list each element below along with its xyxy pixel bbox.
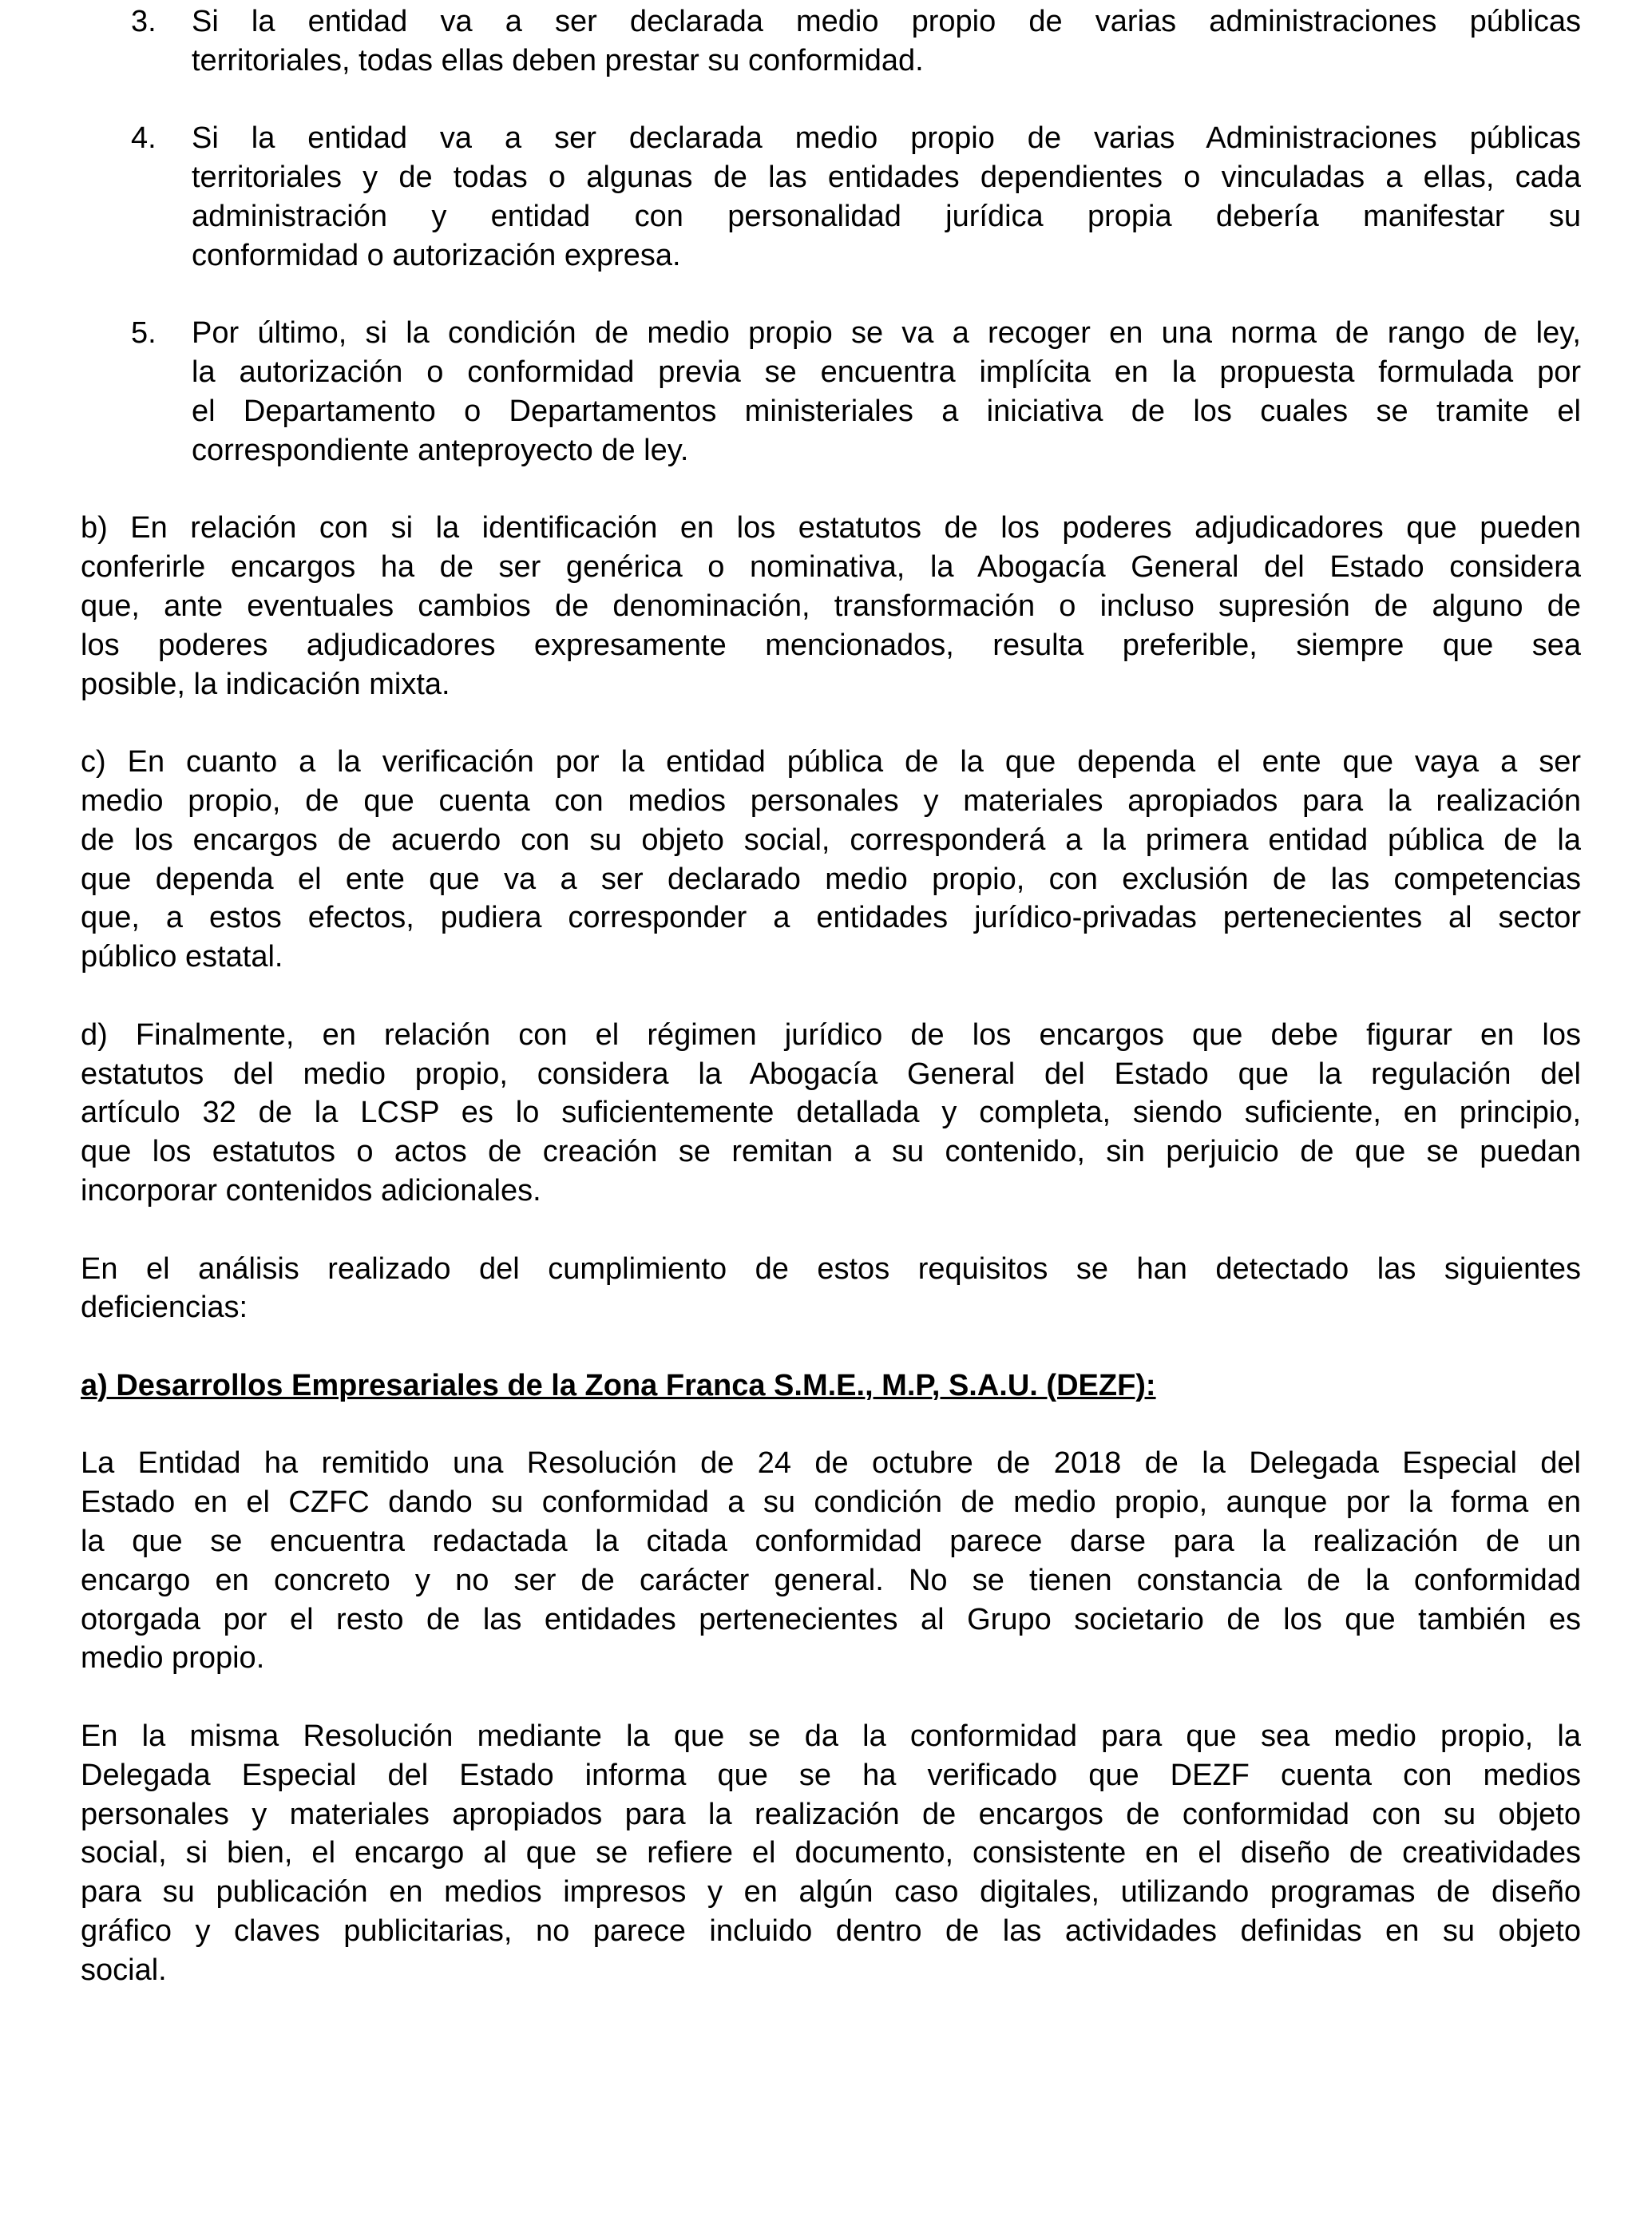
paragraph [81, 1016, 1581, 1211]
text-line: En la misma Resolución mediante la que se da la conformidad para que sea medio propio, la [81, 1719, 1581, 1754]
text-line: En el análisis realizado del cumplimiento de estos requisitos se han detectado las siguientes [81, 1251, 1581, 1286]
section-heading: a) Desarrollos Empresariales de la Zona Franca S.M.E., M.P, S.A.U. (DEZF): [81, 1368, 1156, 1402]
text-line: c) En cuanto a la verificación por la entidad pública de la que dependa el ente que vaya a ser [81, 745, 1581, 779]
text-line: artículo 32 de la LCSP es lo suficientemente detallada y completa, siendo suficiente, en principio, [81, 1096, 1581, 1130]
text-line: social, si bien, el encargo al que se refiere el documento, consistente en el diseño de creatividades [81, 1836, 1581, 1870]
list-item-number: 4. [131, 121, 156, 156]
text-line: incorporar contenidos adicionales. [81, 1173, 541, 1208]
text-line: que dependa el ente que va a ser declarado medio propio, con exclusión de las competencias [81, 862, 1581, 896]
text-line: la que se encuentra redactada la citada conformidad parece darse para la realización de un [81, 1525, 1581, 1559]
text-line: estatutos del medio propio, considera la Abogacía General del Estado que la regulación del [81, 1057, 1581, 1091]
paragraph [81, 1717, 1581, 1990]
text-line: el Departamento o Departamentos ministeriales a iniciativa de los cuales se tramite el [192, 394, 1581, 428]
text-line: territoriales, todas ellas deben prestar su conformidad. [192, 43, 924, 77]
text-line: medio propio. [81, 1641, 265, 1676]
text-line: administración y entidad con personalidad jurídica propia debería manifestar su [192, 199, 1581, 233]
text-line: La Entidad ha remitido una Resolución de 24 de octubre de 2018 de la Delegada Especial del [81, 1446, 1581, 1481]
text-line: Delegada Especial del Estado informa que se ha verificado que DEZF cuenta con medios [81, 1758, 1581, 1792]
text-line: personales y materiales apropiados para la realización de encargos de conformidad con su objeto [81, 1797, 1581, 1831]
text-line: que los estatutos o actos de creación se remitan a su contenido, sin perjuicio de que se puedan [81, 1135, 1581, 1169]
text-line: otorgada por el resto de las entidades pertenecientes al Grupo societario de los que también es [81, 1602, 1581, 1636]
text-line: para su publicación en medios impresos y en algún caso digitales, utilizando programas de diseño [81, 1875, 1581, 1910]
paragraph [81, 743, 1581, 977]
list-item [81, 314, 1581, 470]
paragraph [81, 1444, 1581, 1678]
text-line: encargo en concreto y no ser de carácter general. No se tienen constancia de la conformidad [81, 1563, 1581, 1597]
text-line: los poderes adjudicadores expresamente mencionados, resulta preferible, siempre que sea [81, 628, 1581, 662]
text-line: Por último, si la condición de medio propio se va a recoger en una norma de rango de ley, [192, 316, 1581, 351]
document-page [81, 2, 1581, 2029]
text-line: Si la entidad va a ser declarada medio propio de varias Administraciones públicas [192, 121, 1581, 156]
text-line: conferirle encargos ha de ser genérica o nominativa, la Abogacía General del Estado considera [81, 550, 1581, 585]
text-line: territoriales y de todas o algunas de las entidades dependientes o vinculadas a ellas, cada [192, 161, 1581, 195]
paragraph [81, 509, 1581, 704]
text-line: posible, la indicación mixta. [81, 667, 450, 701]
text-line: b) En relación con si la identificación en los estatutos de los poderes adjudicadores que pueden [81, 511, 1581, 545]
list-item-number: 5. [131, 316, 156, 351]
text-line: gráfico y claves publicitarias, no parece incluido dentro de las actividades definidas en su objeto [81, 1914, 1581, 1949]
list-item [81, 2, 1581, 81]
text-line: d) Finalmente, en relación con el régimen jurídico de los encargos que debe figurar en los [81, 1017, 1581, 1052]
text-line: correspondiente anteproyecto de ley. [192, 433, 689, 467]
paragraphs-section-2 [81, 1444, 1581, 1989]
text-line: que, a estos efectos, pudiera corresponder a entidades jurídico-privadas pertenecientes al sector [81, 901, 1581, 935]
text-line: social. [81, 1953, 167, 1987]
text-line: de los encargos de acuerdo con su objeto social, corresponderá a la primera entidad pública de la [81, 823, 1581, 857]
list-item-number: 3. [131, 5, 156, 38]
text-line: conformidad o autorización expresa. [192, 238, 681, 272]
numbered-list [81, 2, 1581, 470]
text-line: Estado en el CZFC dando su conformidad a su condición de medio propio, aunque por la forma en [81, 1485, 1581, 1520]
text-line: que, ante eventuales cambios de denominación, transformación o incluso supresión de alguno de [81, 589, 1581, 623]
text-line: Si la entidad va a ser declarada medio propio de varias administraciones públicas [192, 5, 1581, 38]
paragraph [81, 1250, 1581, 1328]
text-line: deficiencias: [81, 1291, 248, 1325]
paragraphs-section-1 [81, 509, 1581, 1327]
text-line: público estatal. [81, 940, 283, 974]
list-item [81, 119, 1581, 275]
text-line: la autorización o conformidad previa se encuentra implícita en la propuesta formulada por [192, 355, 1581, 390]
text-line: medio propio, de que cuenta con medios personales y materiales apropiados para la realización [81, 783, 1581, 818]
